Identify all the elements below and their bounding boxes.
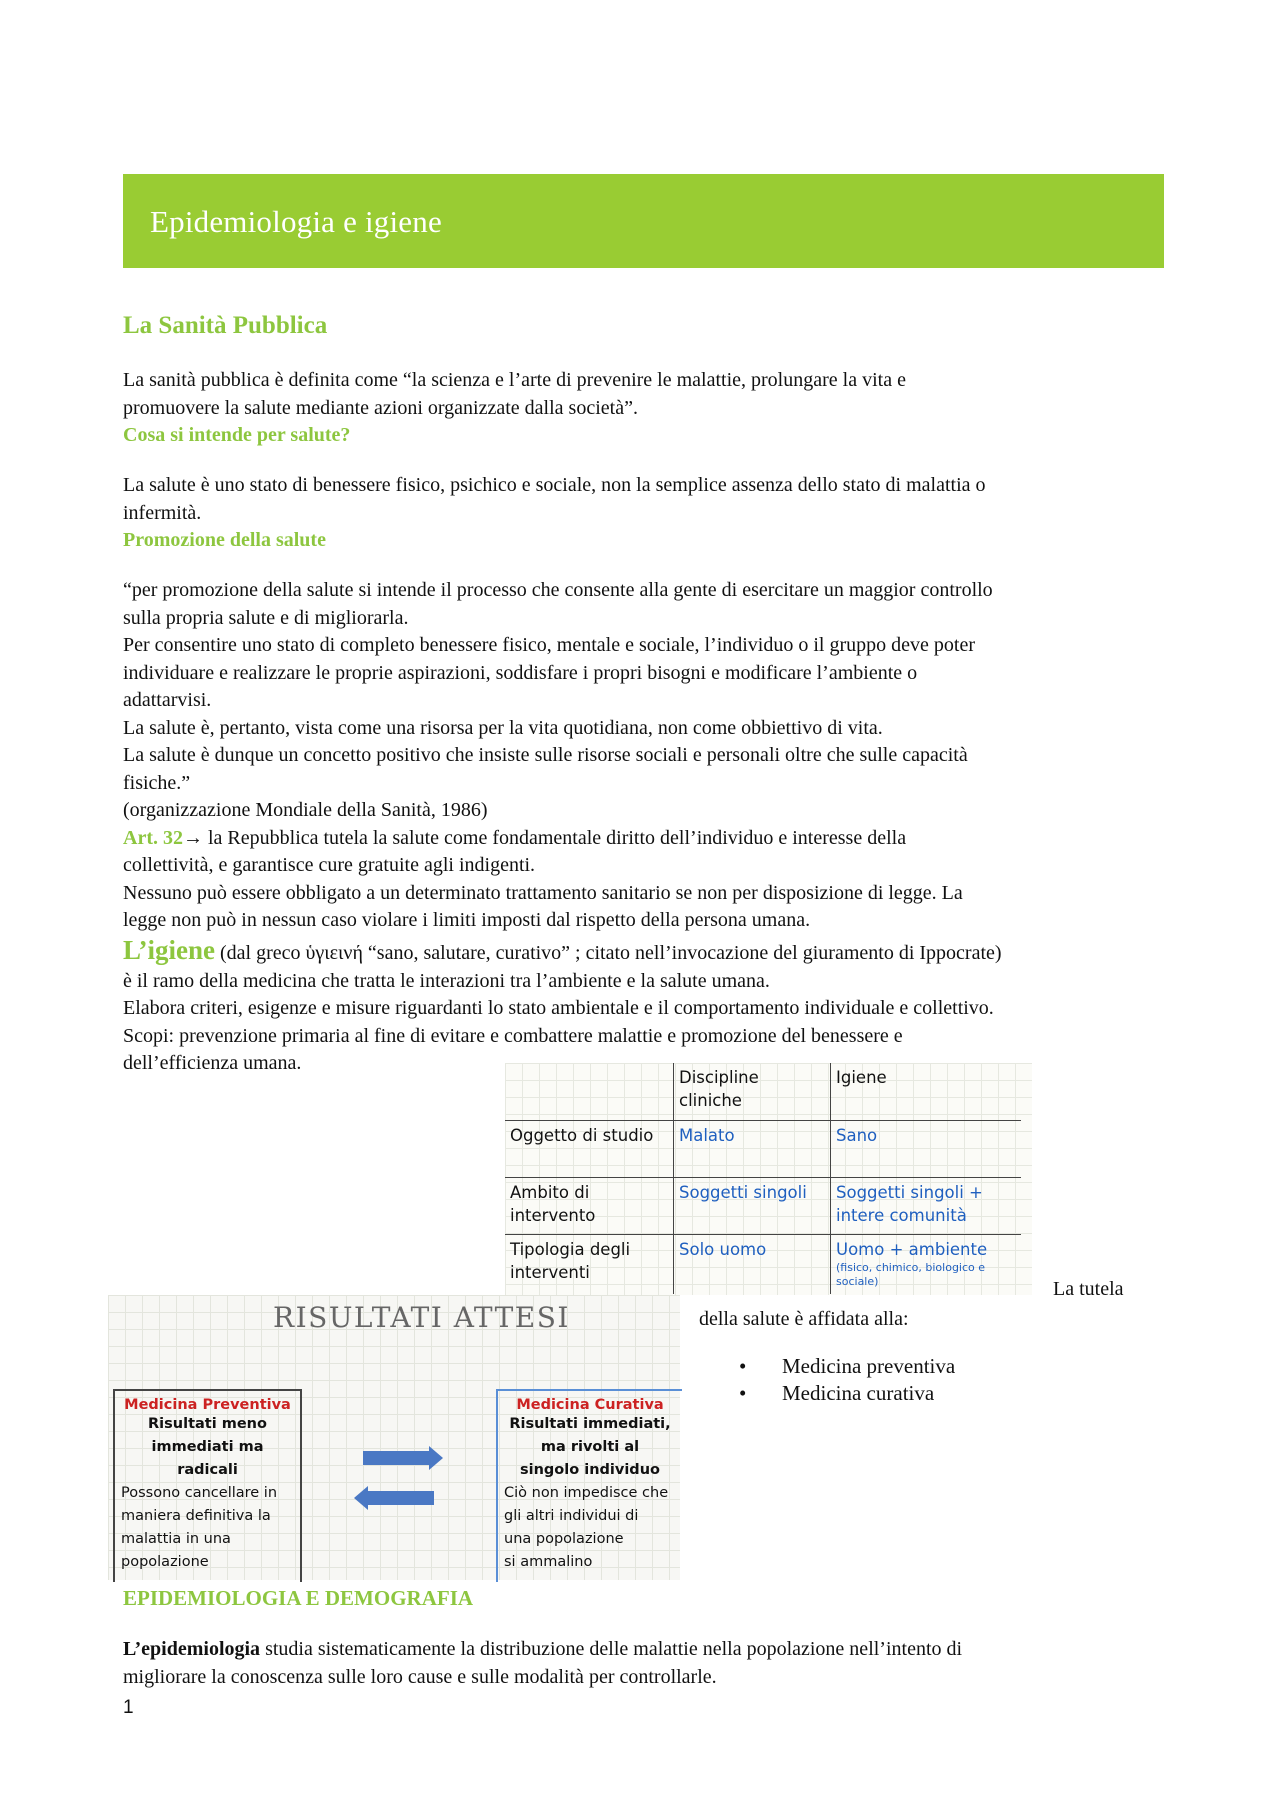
table-cell-note: (fisico, chimico, biologico e sociale) <box>836 1261 986 1288</box>
text-line: maniera definitiva la <box>121 1508 271 1524</box>
table-cell: Soggetti singoli <box>674 1178 831 1235</box>
art-32-label: Art. 32 <box>123 826 183 849</box>
text-line: è il ramo della medicina che tratta le interazioni tra l’ambiente e la salute umana. <box>123 969 770 992</box>
table-cell-empty <box>505 1063 674 1121</box>
igiene-term: L’igiene <box>123 935 216 965</box>
text-line: collettività, e garantisce cure gratuite agli indigenti. <box>123 854 536 876</box>
text-line: La salute è dunque un concetto positivo che insiste sulle risorse sociali e personali oltre che sulle capacità <box>123 744 968 766</box>
arrow-right-icon: → <box>182 826 203 849</box>
text-line: Nessuno può essere obbligato a un determinato trattamento sanitario se non per disposizione di legge. La <box>123 881 963 904</box>
arrow-right-icon <box>363 1451 429 1465</box>
comparison-table <box>505 1063 1021 1294</box>
text-line: immediati ma <box>151 1439 264 1455</box>
preventive-body <box>115 1413 300 1574</box>
paragraph-promozione <box>123 577 1183 935</box>
paragraph-sanita-definition <box>123 367 1183 422</box>
epi-first-line <box>123 1636 1183 1664</box>
text-line: migliorare la conoscenza sulle loro cause e sulle modalità per controllarle. <box>123 1665 717 1688</box>
section-heading-sanita: La Sanità Pubblica <box>123 312 328 339</box>
table-row <box>505 1178 1021 1235</box>
tutela-line-1: La tutela <box>1053 1278 1124 1300</box>
text-line: Risultati immediati, <box>509 1416 671 1432</box>
page-number: 1 <box>123 1697 134 1718</box>
section-heading-epidemiologia: EPIDEMIOLOGIA E DEMOGRAFIA <box>123 1586 474 1610</box>
text-line: (organizzazione Mondiale della Sanità, 1986) <box>123 799 488 821</box>
text-line: studia sistematicamente la distribuzione delle malattie nella popolazione nell’intento di <box>260 1638 963 1660</box>
table-row-label: Tipologia degli interventi <box>505 1235 674 1295</box>
text-line: gli altri individui di <box>504 1508 639 1524</box>
preventive-box <box>113 1389 302 1582</box>
text-line: Elabora criteri, esigenze e misure riguardanti lo stato ambientale e il comportamento individuale e collettivo. <box>123 997 994 1019</box>
page-title: Epidemiologia e igiene <box>150 204 442 239</box>
risultati-attesi-image <box>108 1295 680 1580</box>
preventive-title: Medicina Preventiva <box>124 1397 291 1413</box>
curative-title: Medicina Curativa <box>516 1397 664 1413</box>
table-cell: Sano <box>831 1121 1022 1178</box>
text-line: La salute è, pertanto, vista come una risorsa per la vita quotidiana, non come obbiettivo di vita. <box>123 716 883 739</box>
title-banner <box>123 174 1164 268</box>
tutela-line-2: della salute è affidata alla: <box>699 1308 909 1330</box>
table-cell-with-note <box>831 1235 1022 1295</box>
table-header-row <box>505 1063 1021 1121</box>
text-line: La sanità pubblica è definita come “la scienza e l’arte di prevenire le malattie, prolungare la vita e <box>123 369 906 391</box>
text-line: ma rivolti al <box>540 1439 640 1455</box>
curative-body <box>498 1413 682 1574</box>
text-line: Per consentire uno stato di completo benessere fisico, mentale e sociale, l’individuo o il gruppo deve poter <box>123 634 975 656</box>
list-item: • Medicina curativa <box>739 1380 955 1407</box>
arrow-left-icon <box>368 1491 434 1505</box>
paragraph-igiene <box>123 937 1183 1078</box>
table-row <box>505 1121 1021 1178</box>
art-32-line <box>123 825 1183 853</box>
paragraph-salute <box>123 472 1183 527</box>
table-row-label: Oggetto di studio <box>505 1121 674 1178</box>
epidemiologia-term: L’epidemiologia <box>123 1638 261 1660</box>
table-cell: Solo uomo <box>674 1235 831 1295</box>
text-line: promuovere la salute mediante azioni organizzate dalla società”. <box>123 396 638 419</box>
text-line: popolazione <box>121 1554 209 1570</box>
text-line: La salute è uno stato di benessere fisico, psichico e sociale, non la semplice assenza dello stato di malattia o <box>123 474 986 496</box>
table-header-cell: Discipline cliniche <box>674 1063 831 1121</box>
list-item: • Medicina preventiva <box>739 1353 955 1380</box>
text-line: la Repubblica tutela la salute come fondamentale diritto dell’individuo e interesse della <box>202 826 907 849</box>
table-cell-text: Uomo + ambiente <box>836 1240 988 1259</box>
text-line: legge non può in nessun caso violare i limiti imposti dal rispetto della persona umana. <box>123 909 811 931</box>
text-line: dell’efficienza umana. <box>123 1052 302 1074</box>
table-cell: Soggetti singoli + intere comunità <box>831 1178 1022 1235</box>
text-line: Scopi: prevenzione primaria al fine di evitare e combattere malattie e promozione del benessere e <box>123 1024 903 1047</box>
text-line: si ammalino <box>504 1554 593 1570</box>
text-line: “per promozione della salute si intende il processo che consente alla gente di esercitare un maggior controllo <box>123 579 993 601</box>
igiene-first-line <box>123 937 1183 968</box>
paragraph-epidemiologia <box>123 1636 1183 1691</box>
subheading-promozione: Promozione della salute <box>123 529 326 551</box>
table-row <box>505 1235 1021 1295</box>
risultati-title: RISULTATI ATTESI <box>273 1301 570 1334</box>
text-line: Possono cancellare in <box>121 1485 278 1501</box>
text-line: malattia in una <box>121 1531 231 1547</box>
curative-box <box>496 1389 682 1582</box>
text-line: infermità. <box>123 501 202 524</box>
text-line: sulla propria salute e di migliorarla. <box>123 606 409 629</box>
table-row-label: Ambito di intervento <box>505 1178 674 1235</box>
tutela-list <box>739 1353 955 1407</box>
comparison-table-image <box>505 1063 1032 1295</box>
subheading-cosa-si-intende: Cosa si intende per salute? <box>123 424 351 446</box>
text-line: adattarvisi. <box>123 689 212 711</box>
text-line: (dal greco ὑγιεινή “sano, salutare, curativo” ; citato nell’invocazione del giuramento di Ippocrate) <box>215 942 1002 964</box>
table-header-cell: Igiene <box>831 1063 1022 1121</box>
text-line: individuare e realizzare le proprie aspirazioni, soddisfare i propri bisogni e modificare l’ambiente o <box>123 661 918 684</box>
table-cell: Malato <box>674 1121 831 1178</box>
text-line: fisiche.” <box>123 771 191 794</box>
text-line: Risultati meno <box>148 1416 267 1432</box>
text-line: singolo individuo <box>520 1462 660 1478</box>
text-line: radicali <box>177 1462 238 1478</box>
text-line: Ciò non impedisce che <box>504 1485 669 1501</box>
text-line: una popolazione <box>504 1531 624 1547</box>
